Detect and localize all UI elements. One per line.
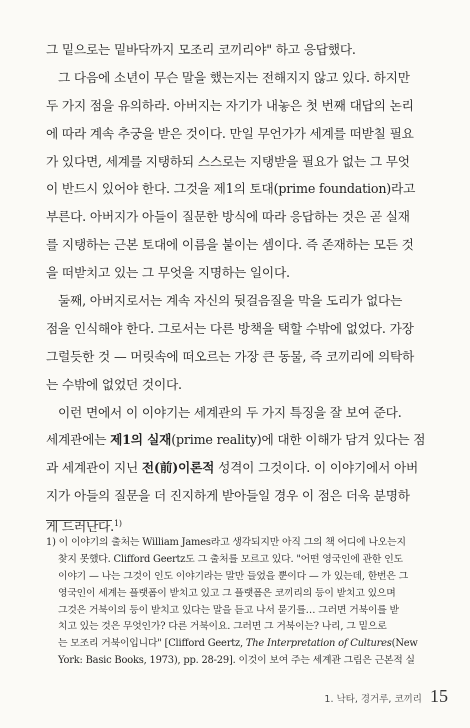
text-span: 세계관에는 [46, 432, 111, 448]
footnote-line: 영국인이 세계는 플랫폼이 받치고 있고 그 플랫폼은 코끼리의 등이 받치고 있으며 [58, 587, 396, 599]
page-number: 15 [430, 686, 448, 706]
footnote-rule [46, 520, 112, 521]
footnote-line: 1) 이 이야기의 출처는 William James라고 생각되지만 아직 그의 책 어디에 나오는지 [46, 537, 406, 548]
footnote-line: 치고 있는 것은 무엇인가? 다른 거북이요. 그러면 그 거북이는? 나리, 그 밑으로 [58, 621, 387, 633]
footnote-line [46, 636, 448, 653]
text-line: 지가 아들의 질문을 더 진지하게 받아들일 경우 이 점은 더욱 분명하 [46, 488, 410, 504]
text-line: 부른다. 아버지가 아들이 질문한 방식에 따라 응답하는 것은 곧 실재 [46, 209, 410, 225]
footnote-line: 그것은 거북이의 등이 받치고 있다는 말을 듣고 나서 묻기를… 그러면 거북이를 받 [58, 604, 399, 616]
text-line: 점을 인식해야 한다. 그로서는 다른 방책을 택할 수밖에 없었다. 가장 [46, 320, 414, 336]
text-line: 두 가지 점을 유의하라. 아버지는 자기가 내놓은 첫 번째 대답의 논리 [46, 97, 414, 113]
bold-term: 제1의 실재 [110, 432, 172, 448]
text-span: 성격이 그것이다. 이 이야기에서 아버 [214, 460, 419, 476]
text-line: 는 수밖에 없었던 것이다. [46, 376, 182, 392]
footnote-line: 찾지 못했다. Clifford Geertz도 그 출처를 모르고 있다. "어떤 영국인에 관한 인도 [58, 553, 403, 565]
text-line [46, 510, 446, 538]
text-span: 게 드러난다. [46, 519, 114, 535]
footnotes [46, 535, 448, 670]
running-title: 1. 낙타, 경거루, 코끼리 [324, 694, 422, 705]
footnote-line: York: Basic Books, 1973), pp. 28-29]. 이것이 보여 주는 세계관 그림은 근본적 실 [58, 655, 415, 667]
footnote-line: 이야기 — 나는 그것이 인도 이야기라는 말만 들었을 뿐이다 — 가 있는데, 한번은 그 [58, 570, 409, 582]
text-line: 를 지탱하는 근본 토대에 이름을 붙이는 셈이다. 즉 존재하는 모든 것 [46, 237, 414, 253]
footnote-ref: 1) [113, 519, 122, 529]
text-span: 이런 면에서 이 이야기는 세계관의 두 가지 특징을 잘 보여 준다. [58, 404, 402, 420]
bold-term: 전(前)이론적 [141, 460, 215, 476]
text-line: 가 있다면, 세계를 지탱하되 스스로는 지탱받을 필요가 없는 그 무엇 [46, 153, 410, 169]
paragraph-first-line [46, 399, 446, 427]
text-line [46, 426, 446, 454]
text-line [46, 454, 446, 482]
text-line: 그럴듯한 것 — 머릿속에 떠오르는 가장 큰 동물, 즉 코끼리에 의탁하 [46, 348, 415, 364]
text-line: 그 밑으로는 밑바닥까지 모조리 코끼리야" 하고 응답했다. [46, 42, 356, 57]
text-span: 는 모조리 거북이입니다" [Clifford Geertz, [58, 638, 246, 650]
text-line: 이 반드시 있어야 한다. 그것을 제1의 토대(prime foundation)라고 [46, 181, 416, 197]
text-span: 과 세계관이 지닌 [46, 460, 142, 476]
text-span: 둘째, 아버지로서는 계속 자신의 뒷걸음질을 막을 도리가 없다는 [58, 293, 403, 309]
text-line: 을 떠받치고 있는 그 무엇을 지명하는 일이다. [46, 265, 290, 281]
text-span: 그 다음에 소년이 무슨 말을 했는지는 전해지지 않고 있다. 하지만 [58, 69, 410, 85]
book-title: The Interpretation of Cultures [245, 638, 392, 650]
paragraph-first-line [46, 64, 446, 92]
text-line: 에 따라 계속 추궁을 받은 것이다. 만일 무언가가 세계를 떠받칠 필요 [46, 125, 414, 141]
page-footer [324, 686, 448, 710]
text-span: (prime reality)에 대한 이해가 담겨 있다는 점 [171, 432, 426, 448]
body-text [46, 36, 446, 538]
text-span: (New [391, 638, 418, 650]
paragraph-first-line [46, 287, 446, 315]
